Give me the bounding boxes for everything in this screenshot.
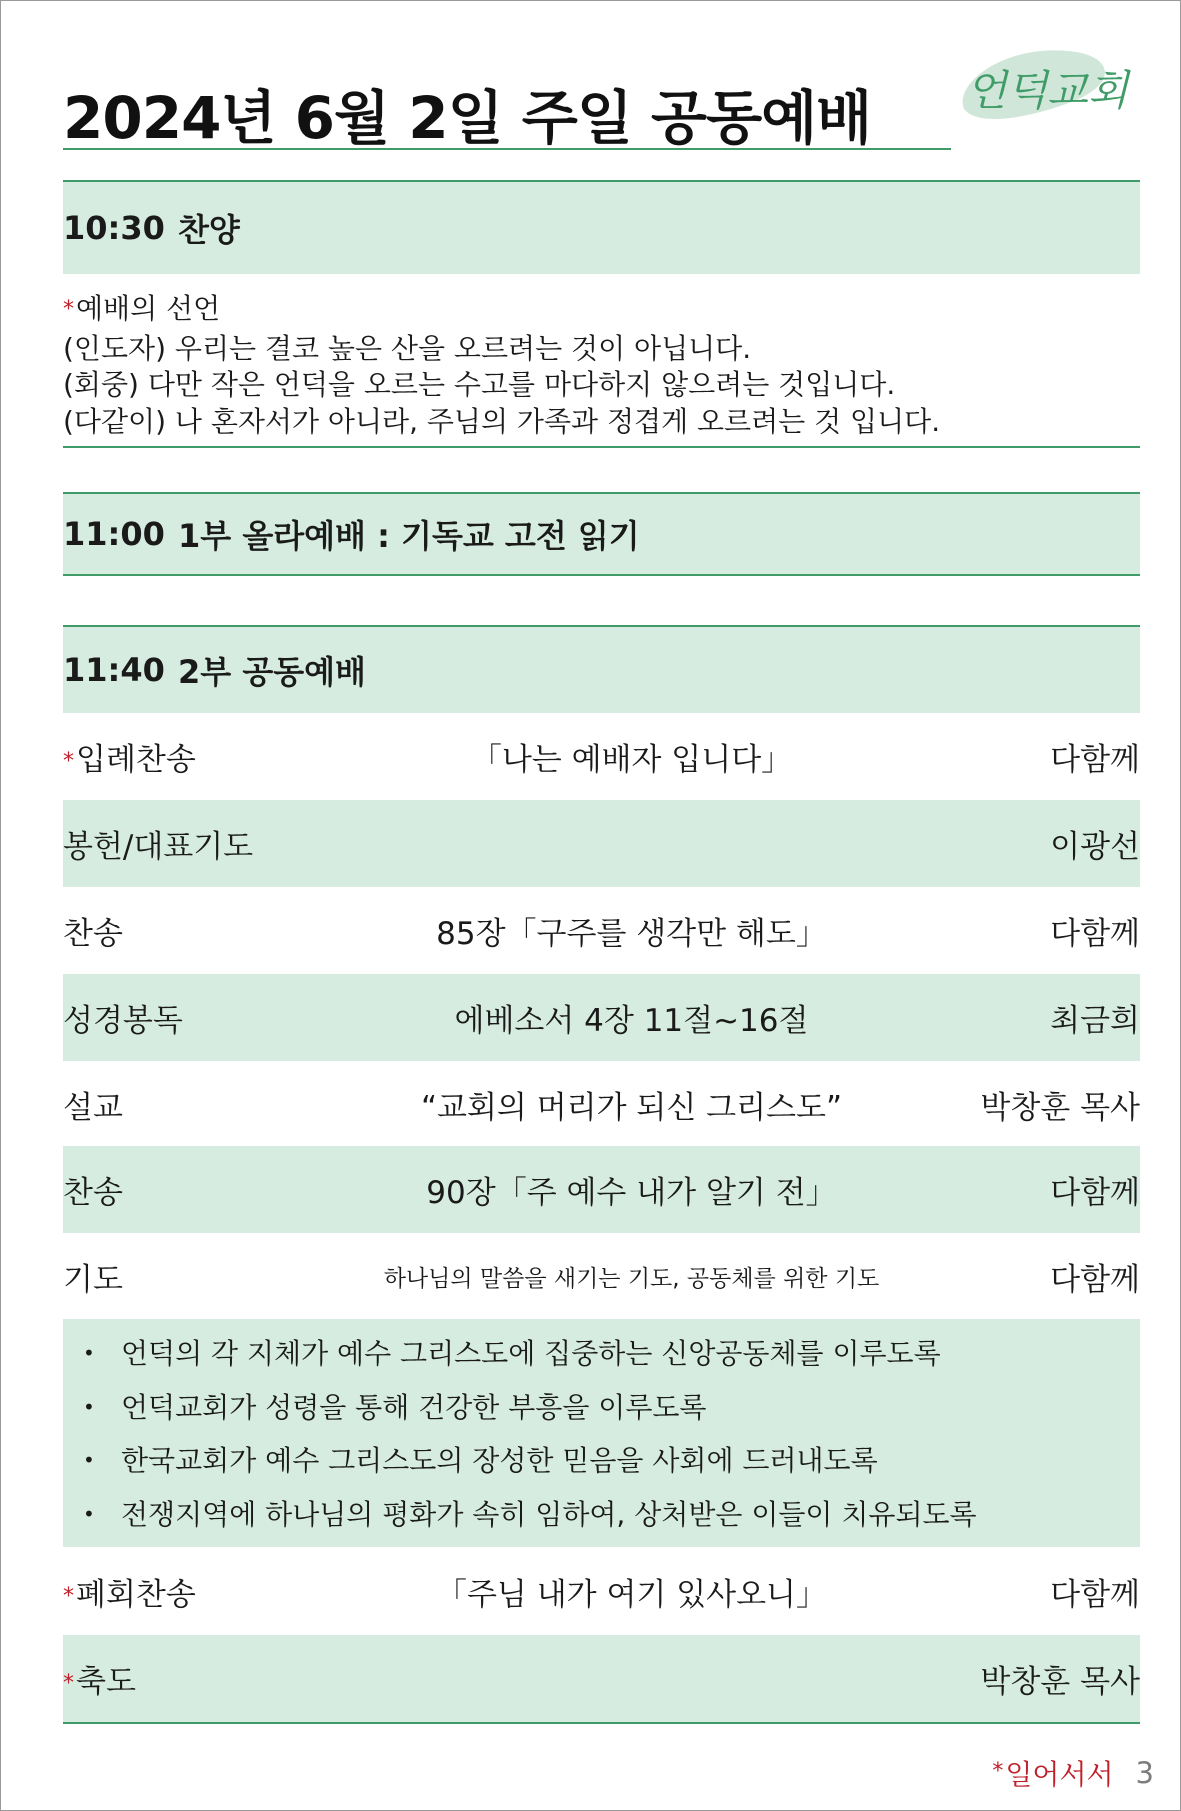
order-detail: 에베소서 4장 11절~16절 <box>454 1003 809 1039</box>
prayer-item: • 전쟁지역에 하나님의 평화가 속히 임하여, 상처받은 이들이 치유되도록 <box>63 1488 1140 1542</box>
standing-star-icon: * <box>63 1671 74 1696</box>
order-detail: 90장「주 예수 내가 알기 전」 <box>426 1175 837 1211</box>
section-time: 10:30 <box>63 209 165 247</box>
order-leader: 박창훈 목사 <box>980 1090 1140 1126</box>
call-heading: *예배의 선언 <box>63 292 221 325</box>
order-leader: 다함께 <box>1050 1175 1140 1211</box>
order-leader: 이광선 <box>1050 829 1140 865</box>
order-row-offering <box>63 800 1140 887</box>
order-leader: 다함께 <box>1050 916 1140 952</box>
order-detail: 「주님 내가 여기 있사오니」 <box>435 1577 828 1613</box>
call-to-worship <box>63 291 940 440</box>
prayer-item: • 한국교회가 예수 그리스도의 장성한 믿음을 사회에 드러내도록 <box>63 1434 1140 1488</box>
order-item: 설교 <box>63 1090 123 1126</box>
call-line: (회중) 다만 작은 언덕을 오르는 수고를 마다하지 않으려는 것입니다. <box>63 368 896 401</box>
title-underline <box>63 148 951 150</box>
prayer-item: • 언덕교회가 성령을 통해 건강한 부흥을 이루도록 <box>63 1381 1140 1435</box>
bullet-icon: • <box>83 1501 95 1526</box>
section-divider <box>63 446 1140 448</box>
order-row-scripture <box>63 974 1140 1061</box>
prayer-list <box>63 1319 1140 1547</box>
order-item: 찬송 <box>63 1175 123 1211</box>
order-row-prayer <box>63 1233 1140 1320</box>
standing-star-icon: * <box>63 297 74 322</box>
order-item: 폐회찬송 <box>76 1577 196 1613</box>
logo-text: 언덕교회 <box>966 66 1129 115</box>
order-leader: 다함께 <box>1050 742 1140 778</box>
section-olla-header <box>63 492 1140 576</box>
call-line: (인도자) 우리는 결코 높은 산을 오르려는 것이 아닙니다. <box>63 331 752 365</box>
order-leader: 다함께 <box>1050 1262 1140 1298</box>
order-item: 찬송 <box>63 916 123 952</box>
section-praise-header <box>63 180 1140 274</box>
order-detail: 85장「구주를 생각만 해도」 <box>436 916 827 952</box>
order-detail: 「나는 예배자 입니다」 <box>470 742 793 778</box>
order-row-hymn <box>63 1146 1140 1233</box>
page-title: 2024년 6월 2일 주일 공동예배 <box>63 84 872 152</box>
order-row-entrance-hymn <box>63 713 1140 800</box>
order-item: 봉헌/대표기도 <box>63 829 254 865</box>
standing-note: 일어서서 <box>1005 1758 1114 1791</box>
standing-star-icon: * <box>992 1758 1004 1784</box>
order-leader: 다함께 <box>1050 1577 1140 1613</box>
section-title: 찬양 <box>178 211 240 249</box>
section-time: 11:00 <box>63 515 165 553</box>
church-logo <box>946 31 1146 141</box>
bullet-icon: • <box>83 1341 95 1365</box>
prayer-item: • 언덕의 각 지체가 예수 그리스도에 집중하는 신앙공동체를 이루도록 <box>63 1327 1140 1381</box>
order-item: 축도 <box>76 1664 136 1700</box>
order-item: 기도 <box>63 1262 123 1298</box>
order-leader: 박창훈 목사 <box>980 1664 1140 1700</box>
order-detail: “교회의 머리가 되신 그리스도” <box>420 1090 843 1126</box>
order-row-hymn <box>63 887 1140 974</box>
page-footer <box>992 1753 1154 1793</box>
section-worship-header <box>63 625 1140 713</box>
order-item: 성경봉독 <box>63 1003 183 1039</box>
order-row-closing-hymn <box>63 1548 1140 1635</box>
bullet-icon: • <box>83 1394 95 1419</box>
order-item: 입례찬송 <box>76 742 196 778</box>
section-title: 1부 올라예배 : 기독교 고전 읽기 <box>178 517 640 555</box>
order-row-sermon <box>63 1061 1140 1148</box>
section-time: 11:40 <box>63 651 165 689</box>
order-leader: 최금희 <box>1050 1003 1140 1039</box>
section-title: 2부 공동예배 <box>178 653 366 691</box>
order-row-benediction <box>63 1635 1140 1724</box>
standing-star-icon: * <box>63 749 74 774</box>
bullet-icon: • <box>83 1448 95 1472</box>
call-line: (다같이) 나 혼자서가 아니라, 주님의 가족과 정겹게 오르려는 것 입니다. <box>63 404 941 438</box>
order-detail: 하나님의 말씀을 새기는 기도, 공동체를 위한 기도 <box>383 1266 880 1292</box>
page-number: 3 <box>1135 1756 1154 1790</box>
standing-star-icon: * <box>63 1584 74 1609</box>
